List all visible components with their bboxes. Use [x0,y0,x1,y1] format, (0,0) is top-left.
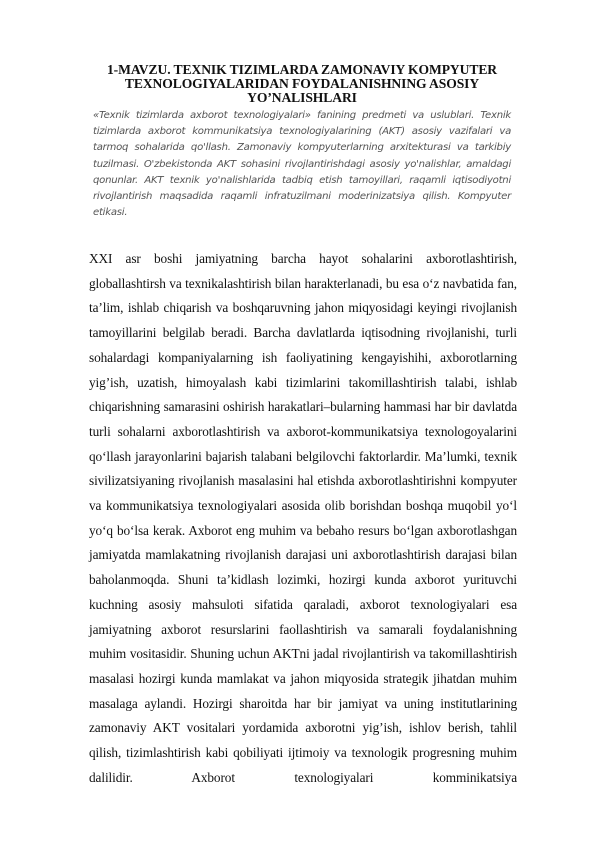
topic-abstract: «Texnik tizimlarda axborot texnologiyalari» fanining predmeti va uslublari. Texnik tizimlarda axborot kommunikatsiya texnologiyalarining (AKT) asosiy vazifalari va tarmoq sohalarida qo'llash. Zamonaviy kompyuterlarning arxitekturasi va tarkibiy tuzilmasi. O'zbekistonda AKT sohasini rivojlantirishdagi asosiy yo'nalishlar, amaldagi qonunlar. AKT texnik yo'nalishlarida tadbiq etish tamoyillari, raqamli iqtisodiyotni rivojlantirish maqsadida raqamli infratuzilmani moderinizatsiya qilish. Kompyuter etikasi. [93,110,511,219]
body-paragraph: XXI asr boshi jamiyatning barcha hayot sohalarini axborotlashtirish, globallashtirsh va texnikalashtirish bilan harakterlanadi, bu esa o‘z navbatida fan, ta’lim, ishlab chiqarish va boshqaruvning jahon miqyosidagi keyingi rivojlanish tamoyillarini belgilab beradi. Barcha davlatlarda iqtisodning rivojlanishi, turli sohalardagi kompaniyalarning ish faoliyatining kengayishihi, axborotlarning yig’ish, uzatish, himoyalash kabi tizimlarini takomillashtirish talabi, ishlab chiqarishning samarasini oshirish harakatlari–bularning hammasi har bir davlatda turli sohalarni axborotlashtirish va axborot-kommunikatsiya texnologoyalarini qo‘llash jarayonlarini bajarish talabani belgilovchi faktorlardir. Ma’lumki, texnik sivilizatsiyaning rivojlanish masalasini hal etishda axborotlashtirishni kompyuter va kommunikatsiya texnologiyalari asosida olib borishdan boshqa muqobil yo‘l yo‘q bo‘lsa kerak. Axborot eng muhim va bebaho resurs bo‘lgan axborotlashgan jamiyatda mamlakatning rivojlanish darajasi uni axborotlashtirish darajasi bilan baholanmoqda. Shuni ta’kidlash lozimki, hozirgi kunda axborot yurituvchi kuchning asosiy mahsuloti sifatida qaraladi, axborot texnologiyalari esa jamiyatning axborot resurslarini faollashtirish va samarali foydalanishning muhim vositasidir. Shuning uchun AKTni jadal rivojlantirish va takomillashtirish masalasi hozirgi kunda mamlakat va jahon miqyosida strategik jihatdan muhim masalaga aylandi. Hozirgi sharoitda har bir jamiyat va uning institutlarining zamonaviy AKT vositalari yordamida axborotni yig’ish, ishlov berish, tahlil qilish, tizimlashtirish kabi qobiliyati ijtimoiy va texnologik progresning muhim dalilidir. Axborot texnologiyalari komminikatsiya [89,251,517,785]
document-title: 1-MAVZU. TEXNIK TIZIMLARDA ZAMONAVIY KOMPYUTER TEXNOLOGIYALARIDAN FOYDALANISHNING ASOSIY YO’NALISHLARI [106,62,498,106]
